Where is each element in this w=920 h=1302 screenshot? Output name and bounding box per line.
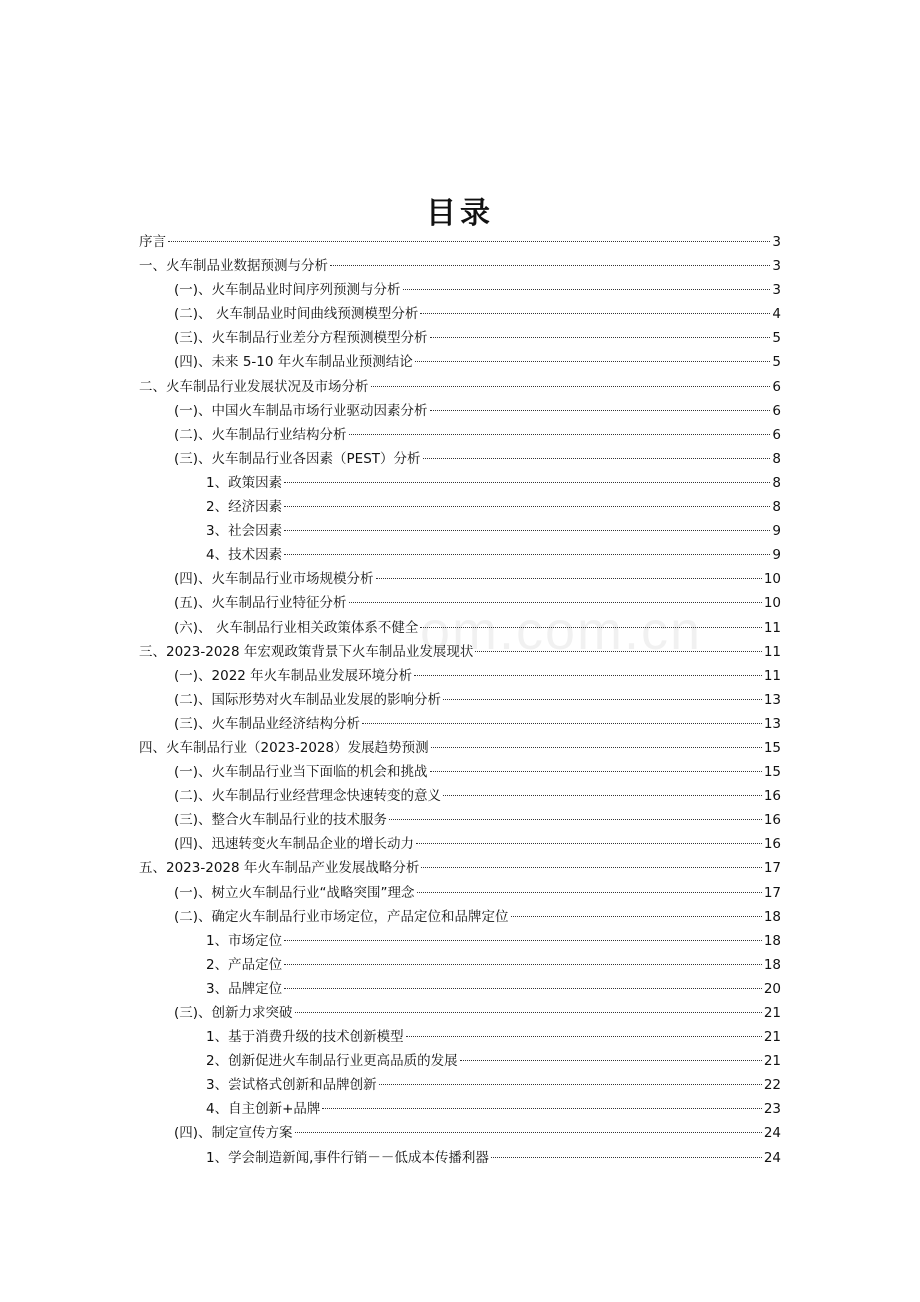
- toc-entry-page: 8: [772, 474, 781, 491]
- table-of-contents: [139, 230, 781, 1170]
- toc-entry-label: (一)、树立火车制品行业“战略突围”理念: [174, 884, 415, 901]
- toc-entry-label: 四、火车制品行业（2023-2028）发展趋势预测: [139, 739, 429, 756]
- toc-entry[interactable]: [139, 326, 781, 350]
- dot-leader: [362, 723, 762, 724]
- dot-leader: [460, 1060, 762, 1061]
- toc-entry-label: 五、2023-2028 年火车制品产业发展战略分析: [139, 860, 420, 877]
- dot-leader: [443, 699, 762, 700]
- dot-leader: [420, 627, 761, 628]
- toc-entry[interactable]: [139, 230, 781, 254]
- dot-leader: [284, 988, 762, 989]
- toc-entry[interactable]: [139, 375, 781, 399]
- dot-leader: [330, 265, 770, 266]
- toc-entry-label: 1、政策因素: [206, 474, 283, 491]
- toc-entry-page: 3: [772, 282, 781, 299]
- dot-leader: [379, 1084, 762, 1085]
- toc-entry-page: 24: [763, 1149, 781, 1166]
- toc-entry-label: 3、社会因素: [206, 523, 283, 540]
- page-title: 目录: [426, 196, 494, 231]
- toc-entry[interactable]: [139, 447, 781, 471]
- dot-leader: [406, 1036, 762, 1037]
- toc-entry-page: 16: [763, 788, 781, 805]
- toc-entry-label: 二、火车制品行业发展状况及市场分析: [139, 378, 369, 395]
- toc-entry-label: 序言: [139, 234, 166, 250]
- toc-entry-page: 4: [772, 306, 781, 323]
- toc-entry[interactable]: [139, 905, 781, 929]
- toc-entry[interactable]: [139, 423, 781, 447]
- toc-entry-page: 21: [763, 1029, 781, 1046]
- dot-leader: [168, 241, 770, 242]
- toc-entry-page: 5: [772, 354, 781, 371]
- dot-leader: [376, 578, 762, 579]
- toc-entry[interactable]: [139, 832, 781, 856]
- toc-entry[interactable]: [139, 640, 781, 664]
- dot-leader: [511, 916, 762, 917]
- dot-leader: [421, 867, 761, 868]
- toc-entry[interactable]: [139, 1073, 781, 1097]
- dot-leader: [322, 1108, 761, 1109]
- toc-entry-label: 3、品牌定位: [206, 980, 283, 997]
- toc-entry[interactable]: [139, 736, 781, 760]
- toc-entry[interactable]: [139, 519, 781, 543]
- toc-entry-label: (六)、 火车制品行业相关政策体系不健全: [174, 619, 419, 636]
- toc-entry-page: 5: [772, 330, 781, 347]
- dot-leader: [284, 530, 770, 531]
- watermark: om.com.cn: [420, 601, 703, 661]
- toc-entry[interactable]: [139, 350, 781, 374]
- toc-entry-label: (二)、 火车制品业时间曲线预测模型分析: [174, 306, 419, 323]
- dot-leader: [284, 482, 770, 483]
- toc-entry-label: (二)、火车制品行业经营理念快速转变的意义: [174, 788, 442, 805]
- toc-entry-label: 1、市场定位: [206, 932, 283, 949]
- toc-entry-label: (四)、迅速转变火车制品企业的增长动力: [174, 836, 415, 853]
- toc-entry-page: 6: [772, 426, 781, 443]
- toc-entry-page: 8: [772, 499, 781, 516]
- toc-entry-label: (一)、2022 年火车制品业发展环境分析: [174, 667, 413, 684]
- toc-entry-label: (三)、创新力求突破: [174, 1005, 293, 1021]
- toc-entry[interactable]: [139, 302, 781, 326]
- toc-entry-label: 一、火车制品业数据预测与分析: [139, 258, 328, 275]
- toc-entry-page: 10: [763, 595, 781, 612]
- toc-entry[interactable]: [139, 977, 781, 1001]
- toc-entry-page: 6: [772, 378, 781, 395]
- toc-entry[interactable]: [139, 664, 781, 688]
- toc-entry-page: 9: [772, 523, 781, 540]
- toc-entry[interactable]: [139, 567, 781, 591]
- toc-entry[interactable]: [139, 399, 781, 423]
- toc-entry[interactable]: [139, 616, 781, 640]
- dot-leader: [349, 434, 771, 435]
- dot-leader: [491, 1157, 762, 1158]
- toc-entry-page: 18: [763, 956, 781, 973]
- dot-leader: [295, 1132, 762, 1133]
- toc-entry-page: 17: [763, 884, 781, 901]
- toc-entry[interactable]: [139, 760, 781, 784]
- dot-leader: [475, 651, 761, 652]
- toc-entry-label: (二)、国际形势对火车制品业发展的影响分析: [174, 691, 442, 708]
- toc-entry-label: (一)、火车制品行业当下面临的机会和挑战: [174, 764, 428, 781]
- toc-entry-page: 16: [763, 812, 781, 829]
- dot-leader: [416, 843, 762, 844]
- toc-entry-label: 2、经济因素: [206, 499, 283, 516]
- dot-leader: [431, 747, 762, 748]
- toc-entry-page: 6: [772, 402, 781, 419]
- toc-entry-page: 15: [763, 739, 781, 756]
- toc-entry-page: 24: [763, 1125, 781, 1142]
- toc-entry-page: 10: [763, 571, 781, 588]
- toc-entry-label: (二)、火车制品行业结构分析: [174, 426, 347, 443]
- toc-entry-page: 23: [763, 1101, 781, 1118]
- dot-leader: [420, 313, 770, 314]
- toc-entry-label: 4、技术因素: [206, 547, 283, 564]
- toc-entry[interactable]: [139, 495, 781, 519]
- toc-entry-label: (三)、火车制品业经济结构分析: [174, 715, 361, 732]
- toc-entry-label: 3、尝试格式创新和品牌创新: [206, 1077, 377, 1094]
- toc-entry-label: 2、创新促进火车制品行业更高品质的发展: [206, 1053, 458, 1070]
- toc-entry-label: (三)、整合火车制品行业的技术服务: [174, 812, 388, 829]
- toc-entry-label: (五)、火车制品行业特征分析: [174, 595, 347, 612]
- dot-leader: [430, 410, 771, 411]
- dot-leader: [389, 819, 762, 820]
- toc-entry-page: 13: [763, 715, 781, 732]
- toc-entry[interactable]: [139, 808, 781, 832]
- toc-entry[interactable]: [139, 471, 781, 495]
- toc-entry-page: 21: [763, 1053, 781, 1070]
- dot-leader: [403, 289, 771, 290]
- toc-entry[interactable]: [139, 543, 781, 567]
- toc-entry-page: 3: [772, 234, 781, 250]
- toc-entry-label: 1、基于消费升级的技术创新模型: [206, 1029, 404, 1046]
- toc-entry-page: 13: [763, 691, 781, 708]
- toc-entry-label: (四)、火车制品行业市场规模分析: [174, 571, 374, 588]
- toc-entry[interactable]: [139, 856, 781, 880]
- toc-entry[interactable]: [139, 953, 781, 977]
- dot-leader: [415, 361, 771, 362]
- toc-entry[interactable]: [139, 1121, 781, 1145]
- toc-entry-page: 15: [763, 764, 781, 781]
- toc-entry-page: 18: [763, 908, 781, 925]
- dot-leader: [284, 964, 762, 965]
- toc-entry[interactable]: [139, 784, 781, 808]
- dot-leader: [284, 554, 770, 555]
- toc-entry[interactable]: [139, 278, 781, 302]
- dot-leader: [430, 337, 771, 338]
- toc-entry[interactable]: [139, 1025, 781, 1049]
- toc-entry[interactable]: [139, 712, 781, 736]
- toc-entry-label: (二)、确定火车制品行业市场定位，产品定位和品牌定位: [174, 908, 509, 925]
- toc-entry[interactable]: [139, 1001, 781, 1025]
- toc-entry[interactable]: [139, 929, 781, 953]
- toc-entry-page: 17: [763, 860, 781, 877]
- dot-leader: [284, 506, 770, 507]
- toc-entry-page: 18: [763, 932, 781, 949]
- toc-entry-label: (三)、火车制品行业差分方程预测模型分析: [174, 330, 428, 347]
- toc-entry-page: 3: [772, 258, 781, 275]
- toc-entry-label: (四)、未来 5-10 年火车制品业预测结论: [174, 354, 413, 371]
- toc-entry[interactable]: [139, 1146, 781, 1170]
- dot-leader: [414, 675, 762, 676]
- dot-leader: [423, 458, 771, 459]
- dot-leader: [349, 602, 762, 603]
- dot-leader: [417, 892, 762, 893]
- toc-entry-page: 20: [763, 980, 781, 997]
- toc-entry[interactable]: [139, 1097, 781, 1121]
- dot-leader: [430, 771, 762, 772]
- toc-entry-label: (一)、中国火车制品市场行业驱动因素分析: [174, 402, 428, 419]
- toc-entry-page: 11: [763, 619, 781, 636]
- toc-entry-label: (三)、火车制品行业各因素（PEST）分析: [174, 450, 421, 467]
- toc-entry-label: (一)、火车制品业时间序列预测与分析: [174, 282, 401, 299]
- toc-entry[interactable]: [139, 688, 781, 712]
- toc-entry-label: 三、2023-2028 年宏观政策背景下火车制品业发展现状: [139, 643, 474, 660]
- toc-entry-label: 1、学会制造新闻,事件行销－－低成本传播利器: [206, 1149, 489, 1166]
- toc-entry-label: (四)、制定宣传方案: [174, 1125, 293, 1142]
- toc-entry-page: 21: [763, 1005, 781, 1021]
- dot-leader: [295, 1012, 762, 1013]
- toc-entry-page: 22: [763, 1077, 781, 1094]
- toc-entry-page: 16: [763, 836, 781, 853]
- toc-entry[interactable]: [139, 1049, 781, 1073]
- toc-entry-page: 8: [772, 450, 781, 467]
- toc-entry[interactable]: [139, 881, 781, 905]
- dot-leader: [443, 795, 762, 796]
- toc-entry[interactable]: [139, 254, 781, 278]
- dot-leader: [371, 386, 771, 387]
- toc-entry-page: 9: [772, 547, 781, 564]
- toc-entry[interactable]: [139, 591, 781, 615]
- toc-entry-page: 11: [763, 643, 781, 660]
- dot-leader: [284, 940, 762, 941]
- toc-entry-page: 11: [763, 667, 781, 684]
- toc-entry-label: 4、自主创新+品牌: [206, 1101, 321, 1118]
- toc-entry-label: 2、产品定位: [206, 956, 283, 973]
